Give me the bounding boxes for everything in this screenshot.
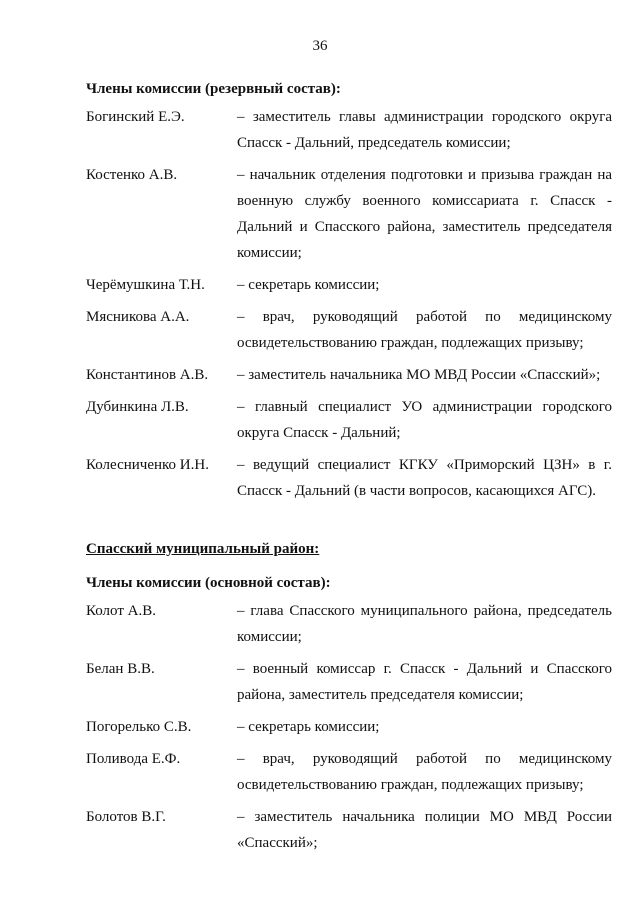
member-entry	[86, 598, 612, 650]
document-body	[86, 76, 612, 862]
member-role: – секретарь комиссии;	[237, 719, 380, 735]
member-name: Костенко А.В.	[86, 167, 178, 183]
member-entry	[86, 656, 612, 708]
member-name: Дубинкина Л.В.	[86, 399, 189, 415]
member-entry	[86, 104, 612, 156]
member-role: – врач, руководящий работой по медицинскому освидетельствованию граждан, подлежащих призыву;	[237, 751, 612, 793]
member-entry	[86, 394, 612, 446]
member-name: Поливода Е.Ф.	[86, 751, 181, 767]
member-entry	[86, 362, 612, 388]
member-role: – заместитель начальника МО МВД России «Спасский»;	[237, 367, 601, 383]
member-name: Колесниченко И.Н.	[86, 457, 209, 473]
section-heading-reserve: Члены комиссии (резервный состав):	[86, 81, 341, 97]
member-name: Черёмушкина Т.Н.	[86, 277, 205, 293]
member-name: Богинский Е.Э.	[86, 109, 185, 125]
member-name: Константинов А.В.	[86, 367, 209, 383]
district-heading: Спасский муниципальный район:	[86, 541, 320, 557]
member-name: Белан В.В.	[86, 661, 155, 677]
member-role: – военный комиссар г. Спасск - Дальний и Спасского района, заместитель председателя комиссии;	[237, 661, 612, 703]
member-role: – ведущий специалист КГКУ «Приморский ЦЗН» в г. Спасск - Дальний (в части вопросов, касающихся АГС).	[237, 457, 612, 499]
member-role: – начальник отделения подготовки и призыва граждан на военную службу военного комиссариата г. Спасск - Дальний и Спасского района, заместитель председателя комиссии;	[237, 167, 612, 261]
page-number: 36	[312, 38, 328, 54]
member-name: Болотов В.Г.	[86, 809, 166, 825]
member-name: Колот А.В.	[86, 603, 156, 619]
member-name: Мясникова А.А.	[86, 309, 190, 325]
member-role: – заместитель начальника полиции МО МВД России «Спасский»;	[237, 809, 612, 851]
member-entry	[86, 714, 612, 740]
member-role: – врач, руководящий работой по медицинскому освидетельствованию граждан, подлежащих призыву;	[237, 309, 612, 351]
member-entry	[86, 746, 612, 798]
member-entry	[86, 452, 612, 504]
member-entry	[86, 162, 612, 266]
member-role: – глава Спасского муниципального района, председатель комиссии;	[237, 603, 612, 645]
member-name: Погорелько С.В.	[86, 719, 192, 735]
member-entry	[86, 804, 612, 856]
member-entry	[86, 272, 612, 298]
member-entry	[86, 304, 612, 356]
member-role: – заместитель главы администрации городского округа Спасск - Дальний, председатель комиссии;	[237, 109, 612, 151]
member-role: – секретарь комиссии;	[237, 277, 380, 293]
member-role: – главный специалист УО администрации городского округа Спасск - Дальний;	[237, 399, 612, 441]
section-heading-main: Члены комиссии (основной состав):	[86, 575, 331, 591]
